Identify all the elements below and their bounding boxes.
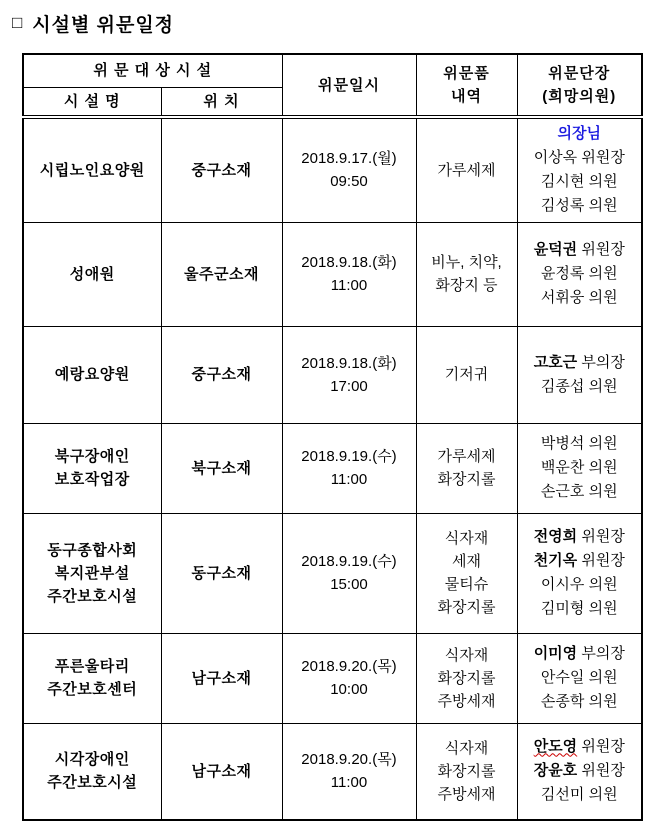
leader-line [518,690,642,714]
leaders-cell [517,222,642,326]
leader-line [518,642,642,666]
facility-line: 주간보호시설 [47,774,138,792]
goods-line: 화장지롤 [437,669,496,687]
visit-schedule-table [22,53,643,821]
table-header [23,54,642,117]
datetime-line: 2018.9.19.(수) [301,448,397,465]
datetime-line: 2018.9.20.(목) [301,658,397,675]
header-leader-line2: (희망의원) [542,88,617,105]
location-cell: 남구소재 [161,633,282,723]
datetime-cell [282,723,416,820]
leader-line [518,573,642,597]
leader-name: 서휘웅 [540,289,585,306]
goods-cell [416,723,517,820]
leader-name: 이시우 [540,576,585,593]
leader-title: 의원 [584,435,618,452]
leader-name: 윤덕권 [533,241,578,258]
header-leader [517,54,642,117]
leaders-cell [517,117,642,222]
datetime-cell [282,513,416,633]
leader-title: 의원 [584,600,618,617]
leader-line [518,351,642,375]
facility-line: 예랑요양원 [54,366,130,383]
facility-line: 성애원 [69,265,115,283]
table-row [23,117,642,222]
datetime-cell [282,423,416,513]
goods-line: 기저귀 [444,366,489,383]
leaders-cell [517,723,642,820]
leader-title: 부의장 [577,353,625,371]
leader-line [518,432,642,456]
datetime-line: 2018.9.17.(월) [301,150,397,168]
leaders-cell [517,633,642,723]
datetime-line: 11:00 [330,774,368,792]
leader-title: 의원 [584,173,618,191]
datetime-line: 17:00 [330,377,368,395]
table-row [23,326,642,423]
leader-name: 의장님 [557,125,601,143]
goods-line: 세재 [452,553,481,570]
leader-name: 김시현 [540,173,585,191]
facility-line: 복지관부설 [54,564,130,582]
page-title [12,10,653,37]
goods-line: 식자재 [444,739,489,757]
header-location: 위 치 [161,87,282,117]
goods-line: 주방세재 [437,692,496,710]
leader-line [518,759,642,783]
header-visit-datetime: 위문일시 [282,54,416,117]
datetime-line: 2018.9.18.(화) [301,354,397,372]
leader-line [518,456,642,480]
goods-cell [416,513,517,633]
leader-title: 의원 [584,669,618,686]
header-goods [416,54,517,117]
leader-line [518,170,642,194]
leader-name: 고호근 [533,353,578,371]
leader-title: 의원 [584,693,618,710]
goods-line: 식자재 [444,646,489,664]
leader-title: 의원 [584,377,618,395]
leader-title: 위원장 [577,738,625,756]
goods-line: 물티슈 [444,576,489,593]
facility-line: 북구장애인 [54,448,130,465]
facility-line: 시립노인요양원 [39,161,145,179]
leader-name: 백운찬 [540,459,585,476]
leader-name: 안도영 [533,738,578,756]
goods-line: 주방세재 [437,785,496,803]
datetime-cell [282,117,416,222]
datetime-line: 15:00 [330,576,368,593]
table-row [23,633,642,723]
datetime-line: 11:00 [330,277,368,294]
leader-name: 이미영 [533,645,578,662]
leader-title: 의원 [584,576,618,593]
header-goods-line1: 위문품 [443,65,490,82]
goods-cell [416,633,517,723]
leader-name: 김미형 [540,600,585,617]
leader-line [518,286,642,310]
facility-cell [23,723,161,820]
leader-name: 윤정록 [540,265,585,282]
leader-name: 김선미 [540,786,585,804]
facility-cell [23,326,161,423]
facility-cell [23,633,161,723]
leader-line [518,783,642,807]
leader-line [518,525,642,549]
leader-line [518,735,642,759]
facility-line: 보호작업장 [54,471,130,488]
leader-line [518,122,642,146]
leader-title: 위원장 [577,762,625,780]
location-cell: 울주군소재 [161,222,282,326]
leader-title: 의원 [584,197,618,215]
leader-name: 김성록 [540,197,585,215]
leader-name: 천기옥 [533,552,578,569]
leaders-cell [517,513,642,633]
table-row [23,723,642,820]
goods-line: 화장지 등 [435,277,498,294]
leader-line [518,597,642,621]
facility-line: 시각장애인 [54,751,130,769]
facility-line: 주간보호시설 [47,587,138,605]
datetime-line: 2018.9.20.(목) [301,751,397,769]
leader-line [518,549,642,573]
leader-name: 이상옥 [533,149,578,167]
leader-line [518,375,642,399]
location-cell: 남구소재 [161,723,282,820]
header-leader-line1: 위문단장 [548,65,611,82]
goods-cell [416,117,517,222]
header-facility-name: 시 설 명 [23,87,161,117]
header-target-facility: 위 문 대 상 시 설 [23,54,282,87]
leaders-cell [517,326,642,423]
leader-name: 박병석 [540,435,585,452]
leader-title: 의원 [584,483,618,500]
leader-title: 의원 [584,265,618,282]
goods-line: 화장지롤 [437,471,496,488]
schedule-table-body [23,117,642,820]
leader-title: 위원장 [577,149,625,167]
goods-line: 가루세제 [437,161,496,179]
datetime-cell [282,326,416,423]
leader-title: 의원 [584,289,618,306]
datetime-line: 2018.9.18.(화) [301,254,397,271]
leader-title: 위원장 [577,552,625,569]
datetime-line: 10:00 [330,681,368,698]
location-cell: 중구소재 [161,326,282,423]
header-row-top [23,54,642,87]
goods-line: 식자재 [444,530,489,547]
page-title-text: 시설별 위문일정 [32,15,175,36]
location-cell: 북구소재 [161,423,282,513]
datetime-line: 09:50 [330,173,368,191]
facility-cell [23,423,161,513]
leader-name: 김종섭 [540,377,585,395]
leader-line [518,238,642,262]
leader-line [518,480,642,504]
datetime-cell [282,633,416,723]
leader-name: 손근호 [540,483,585,500]
leader-line [518,146,642,170]
table-row [23,513,642,633]
facility-cell [23,513,161,633]
leader-line [518,666,642,690]
goods-line: 화장지롤 [437,599,496,616]
table-row [23,423,642,513]
goods-line: 가루세제 [437,448,496,465]
goods-cell [416,423,517,513]
facility-line: 푸른울타리 [54,658,130,675]
square-bullet-icon: □ [12,12,24,32]
leader-name: 손종학 [540,693,585,710]
leader-title: 의원 [584,459,618,476]
datetime-line: 2018.9.19.(수) [301,553,397,570]
datetime-cell [282,222,416,326]
location-cell: 동구소재 [161,513,282,633]
leader-title: 의원 [584,786,618,804]
datetime-line: 11:00 [330,471,368,488]
leader-title: 부의장 [577,645,625,662]
leader-title: 위원장 [577,528,625,545]
location-cell: 중구소재 [161,117,282,222]
goods-cell [416,326,517,423]
table-row [23,222,642,326]
facility-line: 주간보호센터 [47,681,138,698]
facility-line: 동구종합사회 [47,541,138,559]
leader-name: 장윤호 [533,762,578,780]
goods-line: 비누, 치약, [431,254,502,271]
header-goods-line2: 내역 [451,88,482,105]
facility-cell [23,222,161,326]
leader-title: 위원장 [577,241,625,258]
facility-cell [23,117,161,222]
leader-line [518,194,642,218]
leaders-cell [517,423,642,513]
goods-cell [416,222,517,326]
leader-line [518,262,642,286]
goods-line: 화장지롤 [437,762,496,780]
leader-name: 전영희 [533,528,578,545]
leader-name: 안수일 [540,669,585,686]
